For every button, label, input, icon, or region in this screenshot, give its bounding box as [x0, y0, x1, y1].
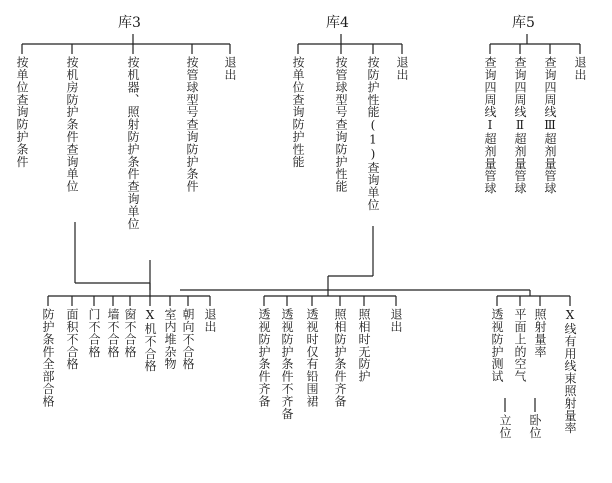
lib4-label[interactable]: 库4 — [326, 15, 349, 31]
lib3-exit[interactable]: 退出 — [223, 56, 237, 81]
lib4-query-unit-by-performance[interactable]: 按防护性能(1)查询单位 — [366, 56, 380, 211]
sub3-exit[interactable]: 退出 — [203, 308, 217, 333]
lib4-query-performance-by-tube-model[interactable]: 按管球型号查询防护性能 — [334, 56, 348, 193]
lib5-query-overdose-tube-line1[interactable]: 查询四周线Ⅰ超剂量管球 — [483, 56, 497, 195]
sub5-useful-beam-exposure-rate[interactable]: X线有用线束照射量率 — [563, 308, 577, 434]
sub4-radiography-conditions-complete[interactable]: 照相防护条件齐备 — [333, 308, 347, 408]
sub3-room-clutter[interactable]: 室内堆杂物 — [163, 308, 177, 370]
lib3-query-unit-by-room-conditions[interactable]: 按机房防护条件查询单位 — [65, 56, 79, 193]
sub3-area-fail[interactable]: 面积不合格 — [65, 308, 79, 370]
lib3-query-unit-by-machine-conditions[interactable]: 按机器、照射防护条件查询单位 — [126, 56, 140, 230]
sub4-radiography-no-protection[interactable]: 照相时无防护 — [357, 308, 371, 383]
lib5-query-overdose-tube-line2[interactable]: 查询四周线Ⅱ超剂量管球 — [513, 56, 527, 195]
sub3-xray-machine-fail[interactable]: X机不合格 — [143, 308, 157, 372]
sub3-window-fail[interactable]: 窗不合格 — [123, 308, 137, 358]
lib4-query-performance-by-unit[interactable]: 按单位查询防护性能 — [291, 56, 305, 168]
sub3-wall-fail[interactable]: 墙不合格 — [106, 308, 120, 358]
lib3-query-by-unit-conditions[interactable]: 按单位查询防护条件 — [15, 56, 29, 168]
sub4-fluoro-conditions-complete[interactable]: 透视防护条件齐备 — [257, 308, 271, 408]
lib5-exit[interactable]: 退出 — [573, 56, 587, 81]
lib4-exit[interactable]: 退出 — [395, 56, 409, 81]
sub5-air-on-plane[interactable]: 平面上的空气 — [513, 308, 527, 383]
lib3-label[interactable]: 库3 — [118, 15, 141, 31]
sub4-fluoro-conditions-incomplete[interactable]: 透视防护条件不齐备 — [280, 308, 294, 420]
lib5-label[interactable]: 库5 — [512, 15, 535, 31]
sub4-fluoro-lead-apron-only[interactable]: 透视时仅有铅围裙 — [305, 308, 319, 408]
sub5-standing-position[interactable]: 立位 — [498, 414, 512, 439]
sub5-fluoro-protection-test[interactable]: 透视防护测试 — [490, 308, 504, 383]
sub3-all-conditions-pass[interactable]: 防护条件全部合格 — [41, 308, 55, 408]
sub3-orientation-fail[interactable]: 朝向不合格 — [181, 308, 195, 370]
lib3-query-conditions-by-tube-model[interactable]: 按管球型号查询防护条件 — [185, 56, 199, 193]
lib5-query-overdose-tube-line3[interactable]: 查询四周线Ⅲ超剂量管球 — [543, 56, 557, 195]
sub5-exposure-rate[interactable]: 照射量率 — [533, 308, 547, 358]
sub5-lying-position[interactable]: 卧位 — [528, 414, 542, 439]
sub3-door-fail[interactable]: 门不合格 — [87, 308, 101, 358]
sub4-exit[interactable]: 退出 — [389, 308, 403, 333]
